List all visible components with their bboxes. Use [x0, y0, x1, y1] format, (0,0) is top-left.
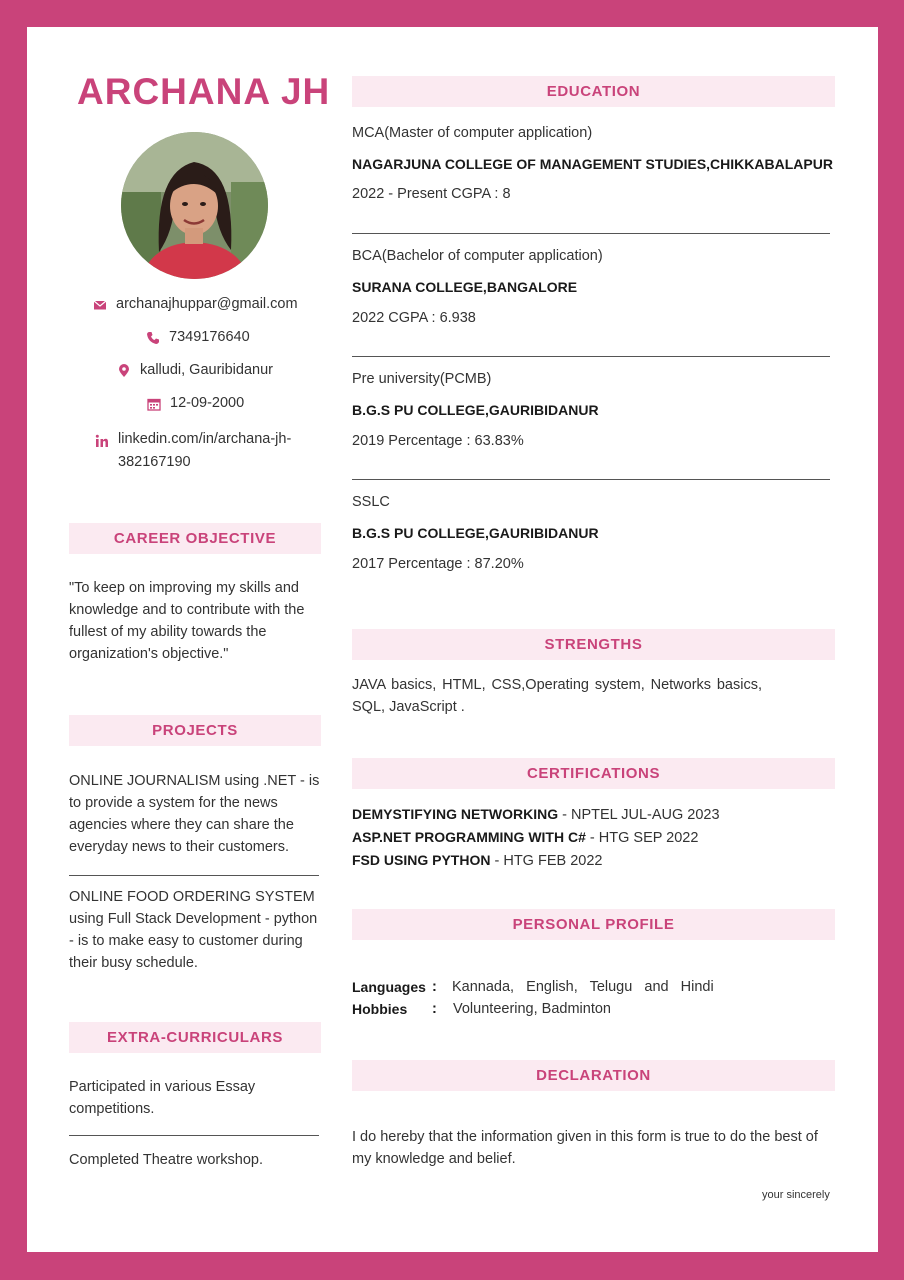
extra-curricular-item: Completed Theatre workshop. — [69, 1152, 263, 1168]
contact-phone — [146, 329, 250, 345]
education-detail: 2017 Percentage : 87.20% — [352, 556, 524, 572]
certification-detail: - NPTEL JUL-AUG 2023 — [558, 807, 720, 823]
career-objective-text: "To keep on improving my skills and knowledge and to contribute with the fullest of my ability towards the organization's objective." — [69, 580, 305, 662]
phone-text: 7349176640 — [169, 329, 250, 345]
certification-title: FSD USING PYTHON — [352, 852, 491, 868]
personal-profile-heading: PERSONAL PROFILE — [352, 909, 835, 940]
education-degree: MCA(Master of computer application) — [352, 125, 593, 141]
colon: : — [432, 979, 437, 995]
career-objective-heading: CAREER OBJECTIVE — [69, 523, 321, 554]
education-heading: EDUCATION — [352, 76, 835, 107]
divider — [69, 875, 319, 876]
project-item: ONLINE JOURNALISM using .NET - is to provide a system for the news agencies where they can share the everyday news to their customers. — [69, 773, 320, 855]
certification-item — [352, 849, 832, 872]
email-icon — [93, 298, 107, 312]
certification-item — [352, 803, 832, 826]
certification-detail: - HTG SEP 2022 — [585, 830, 699, 846]
contact-dob — [147, 395, 244, 411]
location-text: kalludi, Gauribidanur — [140, 362, 273, 378]
education-detail: 2022 CGPA : 6.938 — [352, 310, 476, 326]
phone-icon — [146, 331, 160, 345]
hobbies-value: Volunteering, Badminton — [453, 1001, 611, 1017]
email-text[interactable]: archanajhuppar@gmail.com — [116, 296, 298, 312]
resume-page — [27, 27, 878, 1252]
certification-title: DEMYSTIFYING NETWORKING — [352, 806, 559, 822]
dob-text: 12-09-2000 — [170, 395, 245, 411]
colon: : — [432, 1001, 437, 1017]
education-institution: NAGARJUNA COLLEGE OF MANAGEMENT STUDIES,CHIKKABALAPUR — [352, 156, 833, 172]
education-institution: SURANA COLLEGE,BANGALORE — [352, 279, 578, 295]
extra-curriculars-heading: EXTRA-CURRICULARS — [69, 1022, 321, 1053]
profile-photo — [121, 132, 268, 279]
divider — [352, 356, 830, 357]
education-detail: 2022 - Present CGPA : 8 — [352, 186, 511, 202]
certification-detail: - HTG FEB 2022 — [490, 853, 603, 869]
sign-off: your sincerely — [762, 1189, 830, 1201]
declaration-heading: DECLARATION — [352, 1060, 835, 1091]
certifications-heading: CERTIFICATIONS — [352, 758, 835, 789]
certification-title: ASP.NET PROGRAMMING WITH C# — [352, 829, 586, 845]
divider — [69, 1135, 319, 1136]
education-detail: 2019 Percentage : 63.83% — [352, 433, 524, 449]
education-institution: B.G.S PU COLLEGE,GAURIBIDANUR — [352, 402, 599, 418]
project-item: ONLINE FOOD ORDERING SYSTEM using Full Stack Development - python - is to make easy to customer during their busy schedule. — [69, 889, 318, 971]
contact-location — [117, 362, 273, 378]
linkedin-url-line2[interactable]: 382167190 — [118, 454, 191, 470]
candidate-name: ARCHANA JH — [77, 71, 331, 112]
linkedin-icon — [95, 434, 109, 448]
projects-heading: PROJECTS — [69, 715, 321, 746]
declaration-text: I do hereby that the information given in this form is true to do the best of my knowledge and belief. — [352, 1129, 818, 1167]
hobbies-label: Hobbies — [352, 1001, 408, 1017]
hobbies-row — [352, 998, 832, 1020]
location-pin-icon — [117, 364, 131, 378]
strengths-text: JAVA basics, HTML, CSS,Operating system, Networks basics, SQL, JavaScript . — [352, 677, 762, 715]
divider — [352, 479, 830, 480]
languages-value: Kannada, English, Telugu and Hindi — [452, 979, 714, 995]
contact-email — [93, 296, 298, 312]
education-degree: SSLC — [352, 494, 390, 510]
certifications-list — [352, 803, 832, 872]
education-degree: Pre university(PCMB) — [352, 371, 492, 387]
languages-row — [352, 976, 832, 998]
strengths-heading: STRENGTHS — [352, 629, 835, 660]
education-degree: BCA(Bachelor of computer application) — [352, 248, 603, 264]
languages-label: Languages — [352, 979, 426, 995]
linkedin-url-line1[interactable]: linkedin.com/in/archana-jh- — [118, 431, 292, 447]
personal-profile-details — [352, 976, 832, 1020]
contact-linkedin — [95, 428, 291, 474]
certification-item — [352, 826, 832, 849]
divider — [352, 233, 830, 234]
calendar-icon — [147, 397, 161, 411]
extra-curricular-item: Participated in various Essay competitions. — [69, 1079, 256, 1117]
education-institution: B.G.S PU COLLEGE,GAURIBIDANUR — [352, 525, 599, 541]
